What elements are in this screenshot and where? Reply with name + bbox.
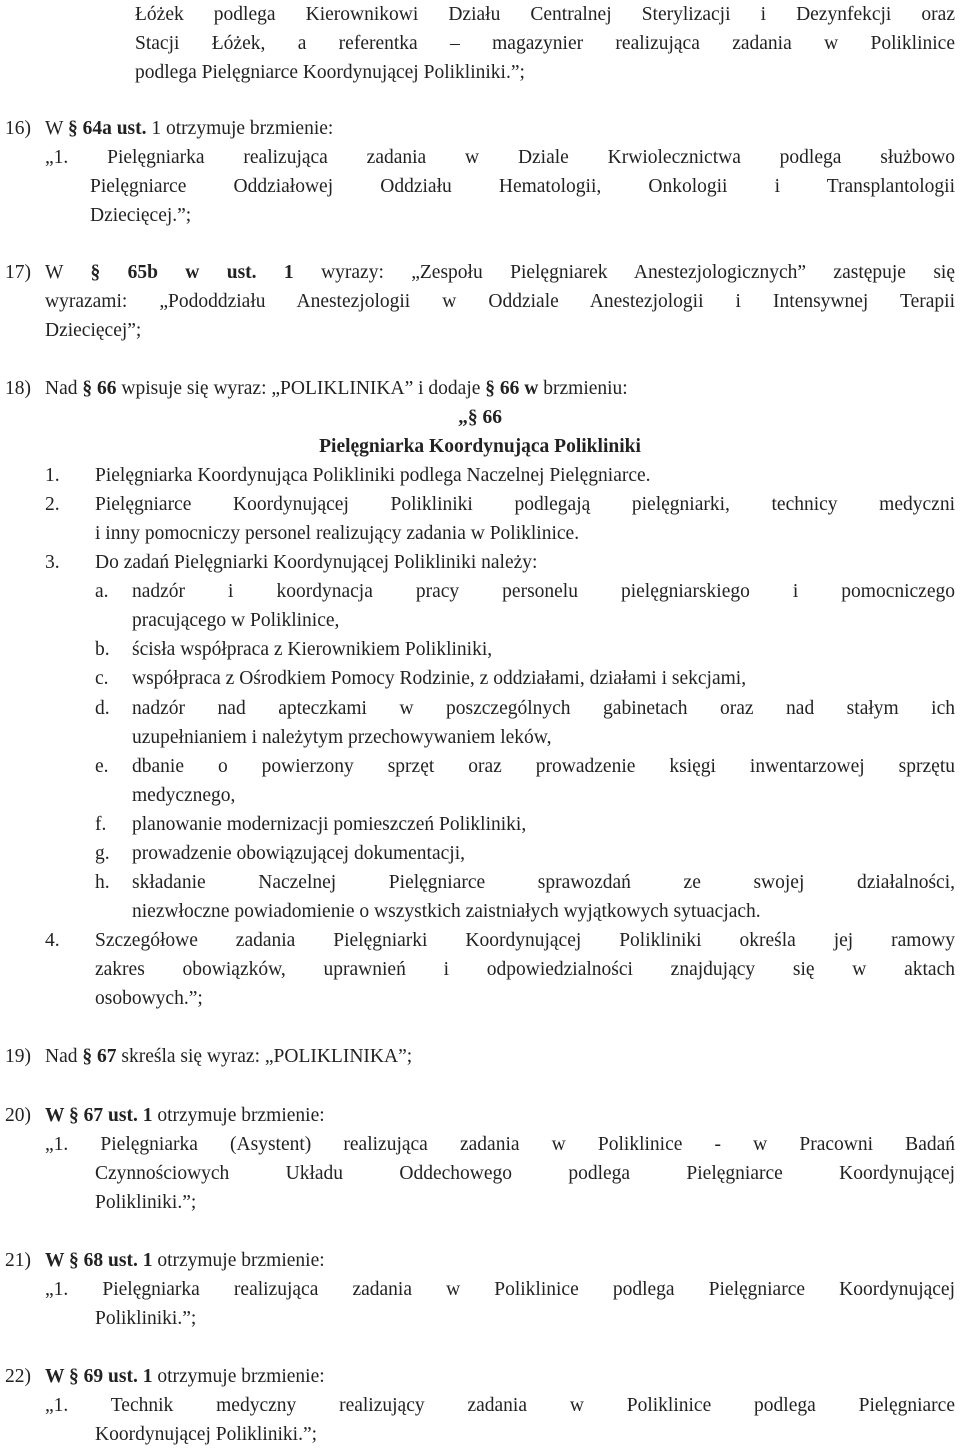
quoted-paragraph: [45, 1391, 955, 1420]
paragraph-reference: § 66 w: [485, 378, 539, 399]
section-intro: W § 69 ust. 1 otrzymuje brzmienie:: [45, 1366, 325, 1387]
text-line: nadzór i koordynacja pracy personelu pielęgniarskiego i pomocniczego: [132, 581, 955, 602]
text-line: nadzór nad apteczkami w poszczególnych gabinetach oraz nad stałym ich: [132, 698, 955, 719]
text-line: „1. Pielęgniarka realizująca zadania w Poliklinice podlega Pielęgniarce Koordynującej: [45, 1279, 955, 1300]
text-line: medycznego,: [132, 785, 236, 806]
text-line: Dziecięcej”;: [45, 320, 142, 341]
subitem-letter: c.: [95, 668, 109, 689]
list-subitem: [132, 868, 955, 926]
quoted-paragraph: [45, 143, 955, 172]
list-item: [95, 490, 955, 548]
text-line: pracującego w Poliklinice,: [132, 610, 340, 631]
text-line: osobowych.”;: [95, 988, 203, 1009]
section-number: 19): [5, 1046, 31, 1067]
section-body: W § 65b w ust. 1 wyrazy: „Zespołu Pielęgniarek Anestezjologicznych” zastępuje się wyrazami: „Pododdziału Anestezjologii w Oddziale Anestezjologii i Intensywnej Terapii Dziecięcej”;: [45, 258, 955, 345]
text-line: Do zadań Pielęgniarki Koordynującej Polikliniki należy:: [95, 552, 538, 573]
text-line: „1. Pielęgniarka (Asystent) realizująca zadania w Poliklinice - w Pracowni Badań: [45, 1134, 955, 1155]
subitem-letter: g.: [95, 843, 110, 864]
item-number: 4.: [45, 930, 60, 951]
section-number: 17): [5, 262, 31, 283]
list-item: [95, 461, 955, 490]
subitem-letter: d.: [95, 698, 110, 719]
item-number: 1.: [45, 465, 60, 486]
text-line: „1. Technik medyczny realizujący zadania w Poliklinice podlega Pielęgniarce: [45, 1395, 955, 1416]
subitem-letter: a.: [95, 581, 109, 602]
text-line: składanie Naczelnej Pielęgniarce sprawozdań ze swojej działalności,: [132, 872, 955, 893]
quoted-paragraph: [45, 1130, 955, 1159]
article-title: Pielęgniarka Koordynująca Polikliniki: [319, 436, 641, 457]
section-number: 21): [5, 1250, 31, 1271]
subitem-letter: h.: [95, 872, 110, 893]
paragraph-reference: § 65b w ust. 1: [90, 262, 294, 283]
text-line: zakres obowiązków, uprawnień i odpowiedzialności znajdujący się w aktach: [95, 959, 955, 980]
subitem-letter: b.: [95, 639, 110, 660]
text-line: Czynnościowych Układu Oddechowego podlega Pielęgniarce Koordynującej: [95, 1163, 955, 1184]
paragraph-reference: W § 69 ust. 1: [45, 1366, 153, 1387]
list-item: [95, 926, 955, 1013]
text-line: współpraca z Ośrodkiem Pomocy Rodzinie, z oddziałami, działami i sekcjami,: [132, 668, 747, 689]
section-intro: W § 67 ust. 1 otrzymuje brzmienie:: [45, 1105, 325, 1126]
list-subitem: [132, 810, 955, 839]
section-intro: Nad § 66 wpisuje się wyraz: „POLIKLINIKA” i dodaje § 66 w brzmieniu:: [45, 378, 628, 399]
subitem-letter: f.: [95, 814, 107, 835]
text-line: „1. Pielęgniarka realizująca zadania w Dziale Krwiolecznictwa podlega służbowo: [45, 147, 955, 168]
article-heading: [0, 403, 960, 461]
list-subitem: [132, 839, 955, 868]
paragraph-reference: W § 67 ust. 1: [45, 1105, 153, 1126]
text-line: Koordynującej Polikliniki.”;: [95, 1424, 318, 1445]
list-subitem: [132, 664, 955, 693]
section-intro: W § 64a ust. 1 otrzymuje brzmienie:: [45, 118, 334, 139]
section-number: 20): [5, 1105, 31, 1126]
article-number: „§ 66: [458, 407, 502, 428]
text-line: Dziecięcej.”;: [90, 205, 192, 226]
text-line: podlega Pielęgniarce Koordynującej Polikliniki.”;: [135, 62, 525, 83]
text-line: Pielęgniarce Oddziałowej Oddziału Hematologii, Onkologii i Transplantologii: [90, 176, 955, 197]
text-line: Pielęgniarce Koordynującej Polikliniki podlegają pielęgniarki, technicy medyczni: [95, 494, 955, 515]
text-line: uzupełnianiem i należytym przechowywaniem leków,: [132, 727, 552, 748]
section-intro: W § 68 ust. 1 otrzymuje brzmienie:: [45, 1250, 325, 1271]
paragraph-reference: § 67: [82, 1046, 117, 1067]
section-number: 22): [5, 1366, 31, 1387]
list-item: [95, 548, 955, 577]
text-line: Stacji Łóżek, a referentka – magazynier realizująca zadania w Poliklinice: [135, 33, 955, 54]
quoted-paragraph-continued: [90, 172, 955, 230]
section-body: Nad § 67 skreśla się wyraz: „POLIKLINIKA”;: [45, 1046, 413, 1067]
top-paragraph: [135, 0, 955, 87]
text-line: Polikliniki.”;: [95, 1192, 197, 1213]
quoted-paragraph-continued: [95, 1304, 955, 1333]
subitem-letter: e.: [95, 756, 109, 777]
quoted-paragraph-continued: [95, 1420, 955, 1449]
list-subitem: [132, 694, 955, 752]
text-line: Polikliniki.”;: [95, 1308, 197, 1329]
list-subitem: [132, 635, 955, 664]
list-subitem: [132, 577, 955, 635]
section-number: 16): [5, 118, 31, 139]
paragraph-reference: § 66: [82, 378, 117, 399]
item-number: 2.: [45, 494, 60, 515]
quoted-paragraph: [45, 1275, 955, 1304]
text-line: planowanie modernizacji pomieszczeń Polikliniki,: [132, 814, 527, 835]
text-line: Łóżek podlega Kierownikowi Działu Centralnej Sterylizacji i Dezynfekcji oraz: [135, 4, 955, 25]
section-number: 18): [5, 378, 31, 399]
text-line: wyrazami: „Pododdziału Anestezjologii w Oddziale Anestezjologii i Intensywnej Terapii: [45, 291, 955, 312]
item-number: 3.: [45, 552, 60, 573]
text-line: prowadzenie obowiązującej dokumentacji,: [132, 843, 465, 864]
text-line: niezwłoczne powiadomienie o wszystkich zaistniałych wyjątkowych sytuacjach.: [132, 901, 761, 922]
text-line: Pielęgniarka Koordynująca Polikliniki podlega Naczelnej Pielęgniarce.: [95, 465, 651, 486]
paragraph-reference: § 64a ust.: [67, 118, 147, 139]
text-line: i inny pomocniczy personel realizujący zadania w Poliklinice.: [95, 523, 580, 544]
quoted-paragraph-continued: [95, 1159, 955, 1217]
list-subitem: [132, 752, 955, 810]
text-line: dbanie o powierzony sprzęt oraz prowadzenie księgi inwentarzowej sprzętu: [132, 756, 955, 777]
text-line: ścisła współpraca z Kierownikiem Polikliniki,: [132, 639, 493, 660]
paragraph-reference: W § 68 ust. 1: [45, 1250, 153, 1271]
text-line: Szczegółowe zadania Pielęgniarki Koordynującej Polikliniki określa jej ramowy: [95, 930, 955, 951]
